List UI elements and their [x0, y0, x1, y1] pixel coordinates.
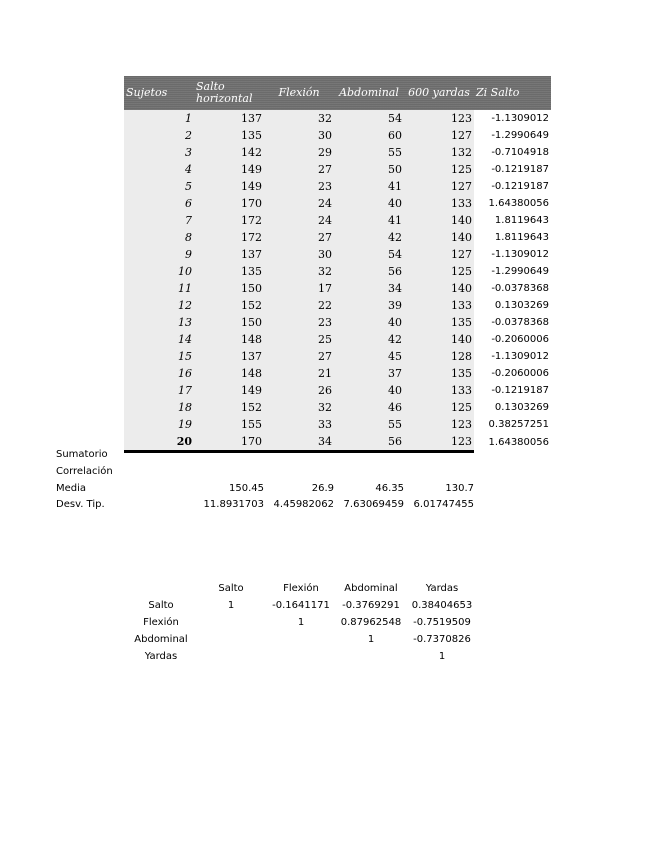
table-cell: 170 — [194, 195, 264, 212]
table-cell: -1.2990649 — [474, 263, 551, 280]
desv-flexion: 4.45982062 — [273, 499, 334, 510]
table-cell: 17 — [264, 280, 334, 297]
table-row — [124, 433, 551, 452]
table-cell: 20 — [124, 433, 194, 452]
table-cell: 3 — [124, 144, 194, 161]
desv-yardas: 6.01747455 — [413, 499, 474, 510]
table-cell: 1.64380056 — [474, 195, 551, 212]
table-cell: 14 — [124, 331, 194, 348]
table-cell: 25 — [264, 331, 334, 348]
table-cell: 23 — [264, 178, 334, 195]
table-cell: 24 — [264, 195, 334, 212]
table-row — [124, 314, 551, 331]
table-cell: 140 — [404, 280, 474, 297]
table-row — [124, 365, 551, 382]
table-cell: 26 — [264, 382, 334, 399]
table-cell: 137 — [194, 348, 264, 365]
corr-cell: -0.1641171 — [272, 600, 330, 611]
table-cell: 41 — [334, 178, 404, 195]
table-cell: 34 — [334, 280, 404, 297]
corr-row-label: Salto — [148, 600, 174, 611]
table-cell: 27 — [264, 161, 334, 178]
table-cell: 170 — [194, 433, 264, 452]
table-cell: 11 — [124, 280, 194, 297]
table-cell: 128 — [404, 348, 474, 365]
corr-cell: -0.3769291 — [342, 600, 400, 611]
table-cell: -1.1309012 — [474, 348, 551, 365]
table-cell: 133 — [404, 382, 474, 399]
table-cell: 123 — [404, 110, 474, 127]
table-cell: 40 — [334, 195, 404, 212]
table-cell: 41 — [334, 212, 404, 229]
table-cell: 8 — [124, 229, 194, 246]
table-cell: 56 — [334, 263, 404, 280]
table-cell: 40 — [334, 382, 404, 399]
table-cell: 55 — [334, 144, 404, 161]
table-cell: 152 — [194, 297, 264, 314]
table-cell: 9 — [124, 246, 194, 263]
corr-header: Salto — [218, 583, 244, 594]
corr-cell: 0.38404653 — [411, 600, 473, 611]
table-cell: 140 — [404, 212, 474, 229]
table-cell: -0.1219187 — [474, 178, 551, 195]
table-cell: 135 — [404, 365, 474, 382]
table-cell: 1 — [124, 110, 194, 127]
table-cell: -0.2060006 — [474, 331, 551, 348]
table-row — [124, 178, 551, 195]
table-cell: 127 — [404, 127, 474, 144]
table-cell: -0.2060006 — [474, 365, 551, 382]
corr-header: Flexión — [283, 583, 319, 594]
table-cell: 0.1303269 — [474, 297, 551, 314]
corr-cell: 1 — [367, 634, 375, 645]
corr-header: Yardas — [425, 583, 459, 594]
header-flexion: Flexión — [264, 76, 334, 110]
correlacion-label: Correlación — [56, 466, 113, 477]
table-cell: 13 — [124, 314, 194, 331]
table-cell: 149 — [194, 178, 264, 195]
table-cell: 29 — [264, 144, 334, 161]
table-cell: 42 — [334, 331, 404, 348]
table-cell: 7 — [124, 212, 194, 229]
table-cell: 123 — [404, 416, 474, 433]
corr-cell: 1 — [227, 600, 235, 611]
table-cell: 135 — [404, 314, 474, 331]
table-cell: 0.1303269 — [474, 399, 551, 416]
table-cell: 6 — [124, 195, 194, 212]
table-cell: 21 — [264, 365, 334, 382]
table-cell: 32 — [264, 399, 334, 416]
table-cell: 60 — [334, 127, 404, 144]
table-row — [124, 331, 551, 348]
table-cell: 135 — [194, 263, 264, 280]
table-cell: 1.8119643 — [474, 229, 551, 246]
table-cell: 0.38257251 — [474, 416, 551, 433]
table-cell: 32 — [264, 263, 334, 280]
table-row — [124, 110, 551, 127]
table-cell: 37 — [334, 365, 404, 382]
table-row — [124, 399, 551, 416]
table-row — [124, 144, 551, 161]
table-cell: 2 — [124, 127, 194, 144]
desv-label: Desv. Tip. — [56, 499, 105, 510]
table-cell: 127 — [404, 246, 474, 263]
table-row — [124, 246, 551, 263]
table-cell: 4 — [124, 161, 194, 178]
table-cell: -0.0378368 — [474, 314, 551, 331]
table-row — [124, 348, 551, 365]
table-row — [124, 229, 551, 246]
table-cell: -0.1219187 — [474, 161, 551, 178]
table-cell: -0.0378368 — [474, 280, 551, 297]
corr-cell: -0.7519509 — [413, 617, 471, 628]
table-cell: 149 — [194, 382, 264, 399]
table-cell: 132 — [404, 144, 474, 161]
table-cell: 16 — [124, 365, 194, 382]
table-cell: 172 — [194, 229, 264, 246]
table-cell: 148 — [194, 365, 264, 382]
table-cell: 45 — [334, 348, 404, 365]
table-row — [124, 212, 551, 229]
table-cell: 149 — [194, 161, 264, 178]
table-cell: 12 — [124, 297, 194, 314]
table-cell: 39 — [334, 297, 404, 314]
media-abdominal: 46.35 — [375, 483, 404, 494]
table-cell: 133 — [404, 297, 474, 314]
corr-cell: 0.87962548 — [340, 617, 402, 628]
table-cell: 27 — [264, 348, 334, 365]
corr-cell: 1 — [297, 617, 305, 628]
table-cell: 123 — [404, 433, 474, 452]
table-cell: 23 — [264, 314, 334, 331]
table-cell: 17 — [124, 382, 194, 399]
table-cell: 22 — [264, 297, 334, 314]
table-row — [124, 297, 551, 314]
media-flexion: 26.9 — [311, 483, 334, 494]
table-cell: 142 — [194, 144, 264, 161]
table-cell: -1.1309012 — [474, 110, 551, 127]
table-row — [124, 263, 551, 280]
header-sujetos: Sujetos — [124, 76, 194, 110]
header-salto: Salto horizontal — [194, 76, 264, 110]
table-cell: 19 — [124, 416, 194, 433]
media-label: Media — [56, 483, 87, 494]
table-cell: 127 — [404, 178, 474, 195]
table-cell: 42 — [334, 229, 404, 246]
table-cell: 172 — [194, 212, 264, 229]
table-cell: 30 — [264, 246, 334, 263]
desv-abdominal: 7.63069459 — [343, 499, 404, 510]
table-cell: 133 — [404, 195, 474, 212]
header-abdominal: Abdominal — [334, 76, 404, 110]
corr-cell: 1 — [438, 651, 446, 662]
table-cell: 18 — [124, 399, 194, 416]
table-cell: 27 — [264, 229, 334, 246]
data-table — [124, 76, 551, 453]
table-cell: 54 — [334, 246, 404, 263]
table-cell: 15 — [124, 348, 194, 365]
table-cell: 33 — [264, 416, 334, 433]
table-row — [124, 127, 551, 144]
media-yardas: 130.7 — [445, 483, 474, 494]
table-cell: 54 — [334, 110, 404, 127]
corr-row-label: Abdominal — [134, 634, 188, 645]
table-cell: 46 — [334, 399, 404, 416]
table-cell: 32 — [264, 110, 334, 127]
media-salto: 150.45 — [229, 483, 264, 494]
table-cell: 1.8119643 — [474, 212, 551, 229]
table-cell: 55 — [334, 416, 404, 433]
table-cell: 148 — [194, 331, 264, 348]
table-cell: 150 — [194, 280, 264, 297]
corr-row-label: Yardas — [144, 651, 178, 662]
header-zi-salto: Zi Salto — [474, 76, 551, 110]
corr-header: Abdominal — [344, 583, 398, 594]
table-cell: 150 — [194, 314, 264, 331]
table-row — [124, 382, 551, 399]
table-row — [124, 195, 551, 212]
table-cell: 140 — [404, 229, 474, 246]
table-cell: -0.1219187 — [474, 382, 551, 399]
table-row — [124, 416, 551, 433]
table-cell: 140 — [404, 331, 474, 348]
table-cell: 30 — [264, 127, 334, 144]
sumatorio-label: Sumatorio — [56, 449, 108, 460]
table-cell: 10 — [124, 263, 194, 280]
table-cell: 1.64380056 — [474, 433, 551, 452]
table-cell: 24 — [264, 212, 334, 229]
desv-salto: 11.8931703 — [203, 499, 264, 510]
table-cell: 137 — [194, 246, 264, 263]
table-cell: 125 — [404, 263, 474, 280]
table-cell: 125 — [404, 161, 474, 178]
table-cell: 40 — [334, 314, 404, 331]
table-cell: 137 — [194, 110, 264, 127]
table-cell: 152 — [194, 399, 264, 416]
table-cell: -0.7104918 — [474, 144, 551, 161]
table-row — [124, 280, 551, 297]
header-yardas: 600 yardas — [404, 76, 474, 110]
table-cell: 125 — [404, 399, 474, 416]
table-header-row — [124, 76, 551, 110]
table-row — [124, 161, 551, 178]
table-cell: 56 — [334, 433, 404, 452]
corr-row-label: Flexión — [143, 617, 179, 628]
corr-cell: -0.7370826 — [413, 634, 471, 645]
table-cell: -1.1309012 — [474, 246, 551, 263]
table-cell: -1.2990649 — [474, 127, 551, 144]
table-cell: 50 — [334, 161, 404, 178]
table-cell: 135 — [194, 127, 264, 144]
table-cell: 34 — [264, 433, 334, 452]
table-cell: 5 — [124, 178, 194, 195]
table-cell: 155 — [194, 416, 264, 433]
